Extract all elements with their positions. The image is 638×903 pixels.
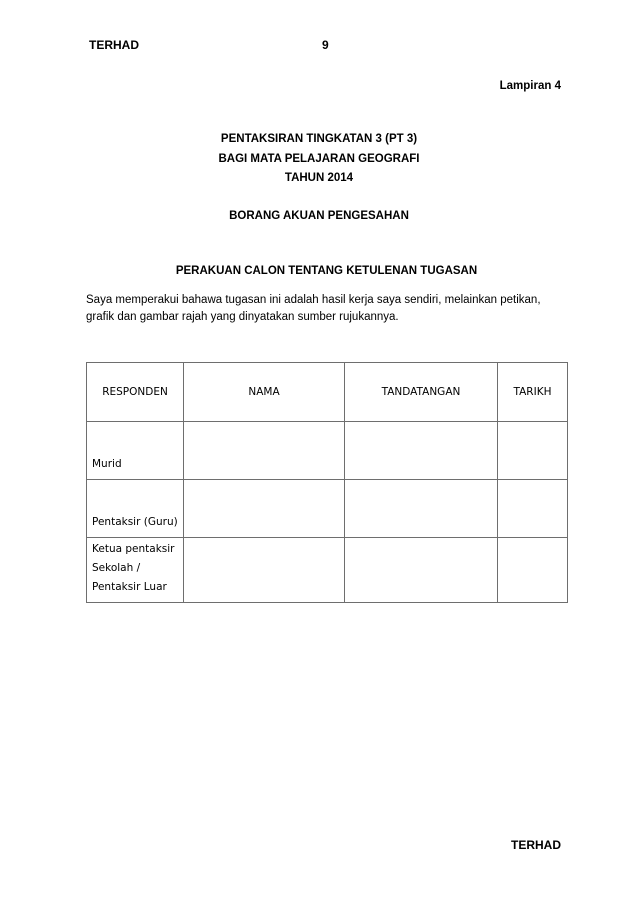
responden-label-line-1: Ketua pentaksir (92, 543, 175, 555)
nama-cell[interactable] (184, 422, 345, 480)
column-header-tandatangan: TANDATANGAN (345, 363, 498, 422)
responden-label: Pentaksir (Guru) (92, 516, 178, 528)
table-row (87, 538, 568, 603)
responden-label-line-2: Sekolah / (92, 562, 141, 574)
tandatangan-cell[interactable] (345, 538, 498, 603)
responden-cell (87, 422, 184, 480)
title-line-2: BAGI MATA PELAJARAN GEOGRAFI (218, 153, 420, 165)
responden-label: Murid (92, 458, 122, 470)
table-row (87, 422, 568, 480)
tarikh-cell[interactable] (498, 480, 568, 538)
header-classification: TERHAD (89, 38, 139, 52)
declaration-heading: PERAKUAN CALON TENTANG KETULENAN TUGASAN (175, 265, 478, 277)
nama-cell[interactable] (184, 480, 345, 538)
responden-cell (87, 480, 184, 538)
tarikh-cell[interactable] (498, 538, 568, 603)
responden-label (87, 538, 183, 597)
title-line-1: PENTAKSIRAN TINGKATAN 3 (PT 3) (220, 133, 418, 145)
declaration-line-1: Saya memperakui bahawa tugasan ini adalah hasil kerja saya sendiri, melainkan petikan, (86, 294, 541, 306)
nama-cell[interactable] (184, 538, 345, 603)
page-number: 9 (322, 38, 329, 52)
column-header-tarikh: TARIKH (498, 363, 568, 422)
responden-cell (87, 538, 184, 603)
column-header-nama: NAMA (184, 363, 345, 422)
verification-table (86, 362, 568, 603)
column-header-responden: RESPONDEN (87, 363, 184, 422)
title-line-3: TAHUN 2014 (284, 172, 354, 184)
responden-label-line-3: Pentaksir Luar (92, 581, 167, 593)
form-name: BORANG AKUAN PENGESAHAN (229, 210, 409, 222)
appendix-label: Lampiran 4 (499, 80, 561, 92)
tandatangan-cell[interactable] (345, 480, 498, 538)
tandatangan-cell[interactable] (345, 422, 498, 480)
tarikh-cell[interactable] (498, 422, 568, 480)
footer-classification: TERHAD (511, 838, 561, 852)
declaration-text (86, 292, 566, 326)
table-row (87, 480, 568, 538)
declaration-line-2: grafik dan gambar rajah yang dinyatakan sumber rujukannya. (86, 311, 399, 323)
